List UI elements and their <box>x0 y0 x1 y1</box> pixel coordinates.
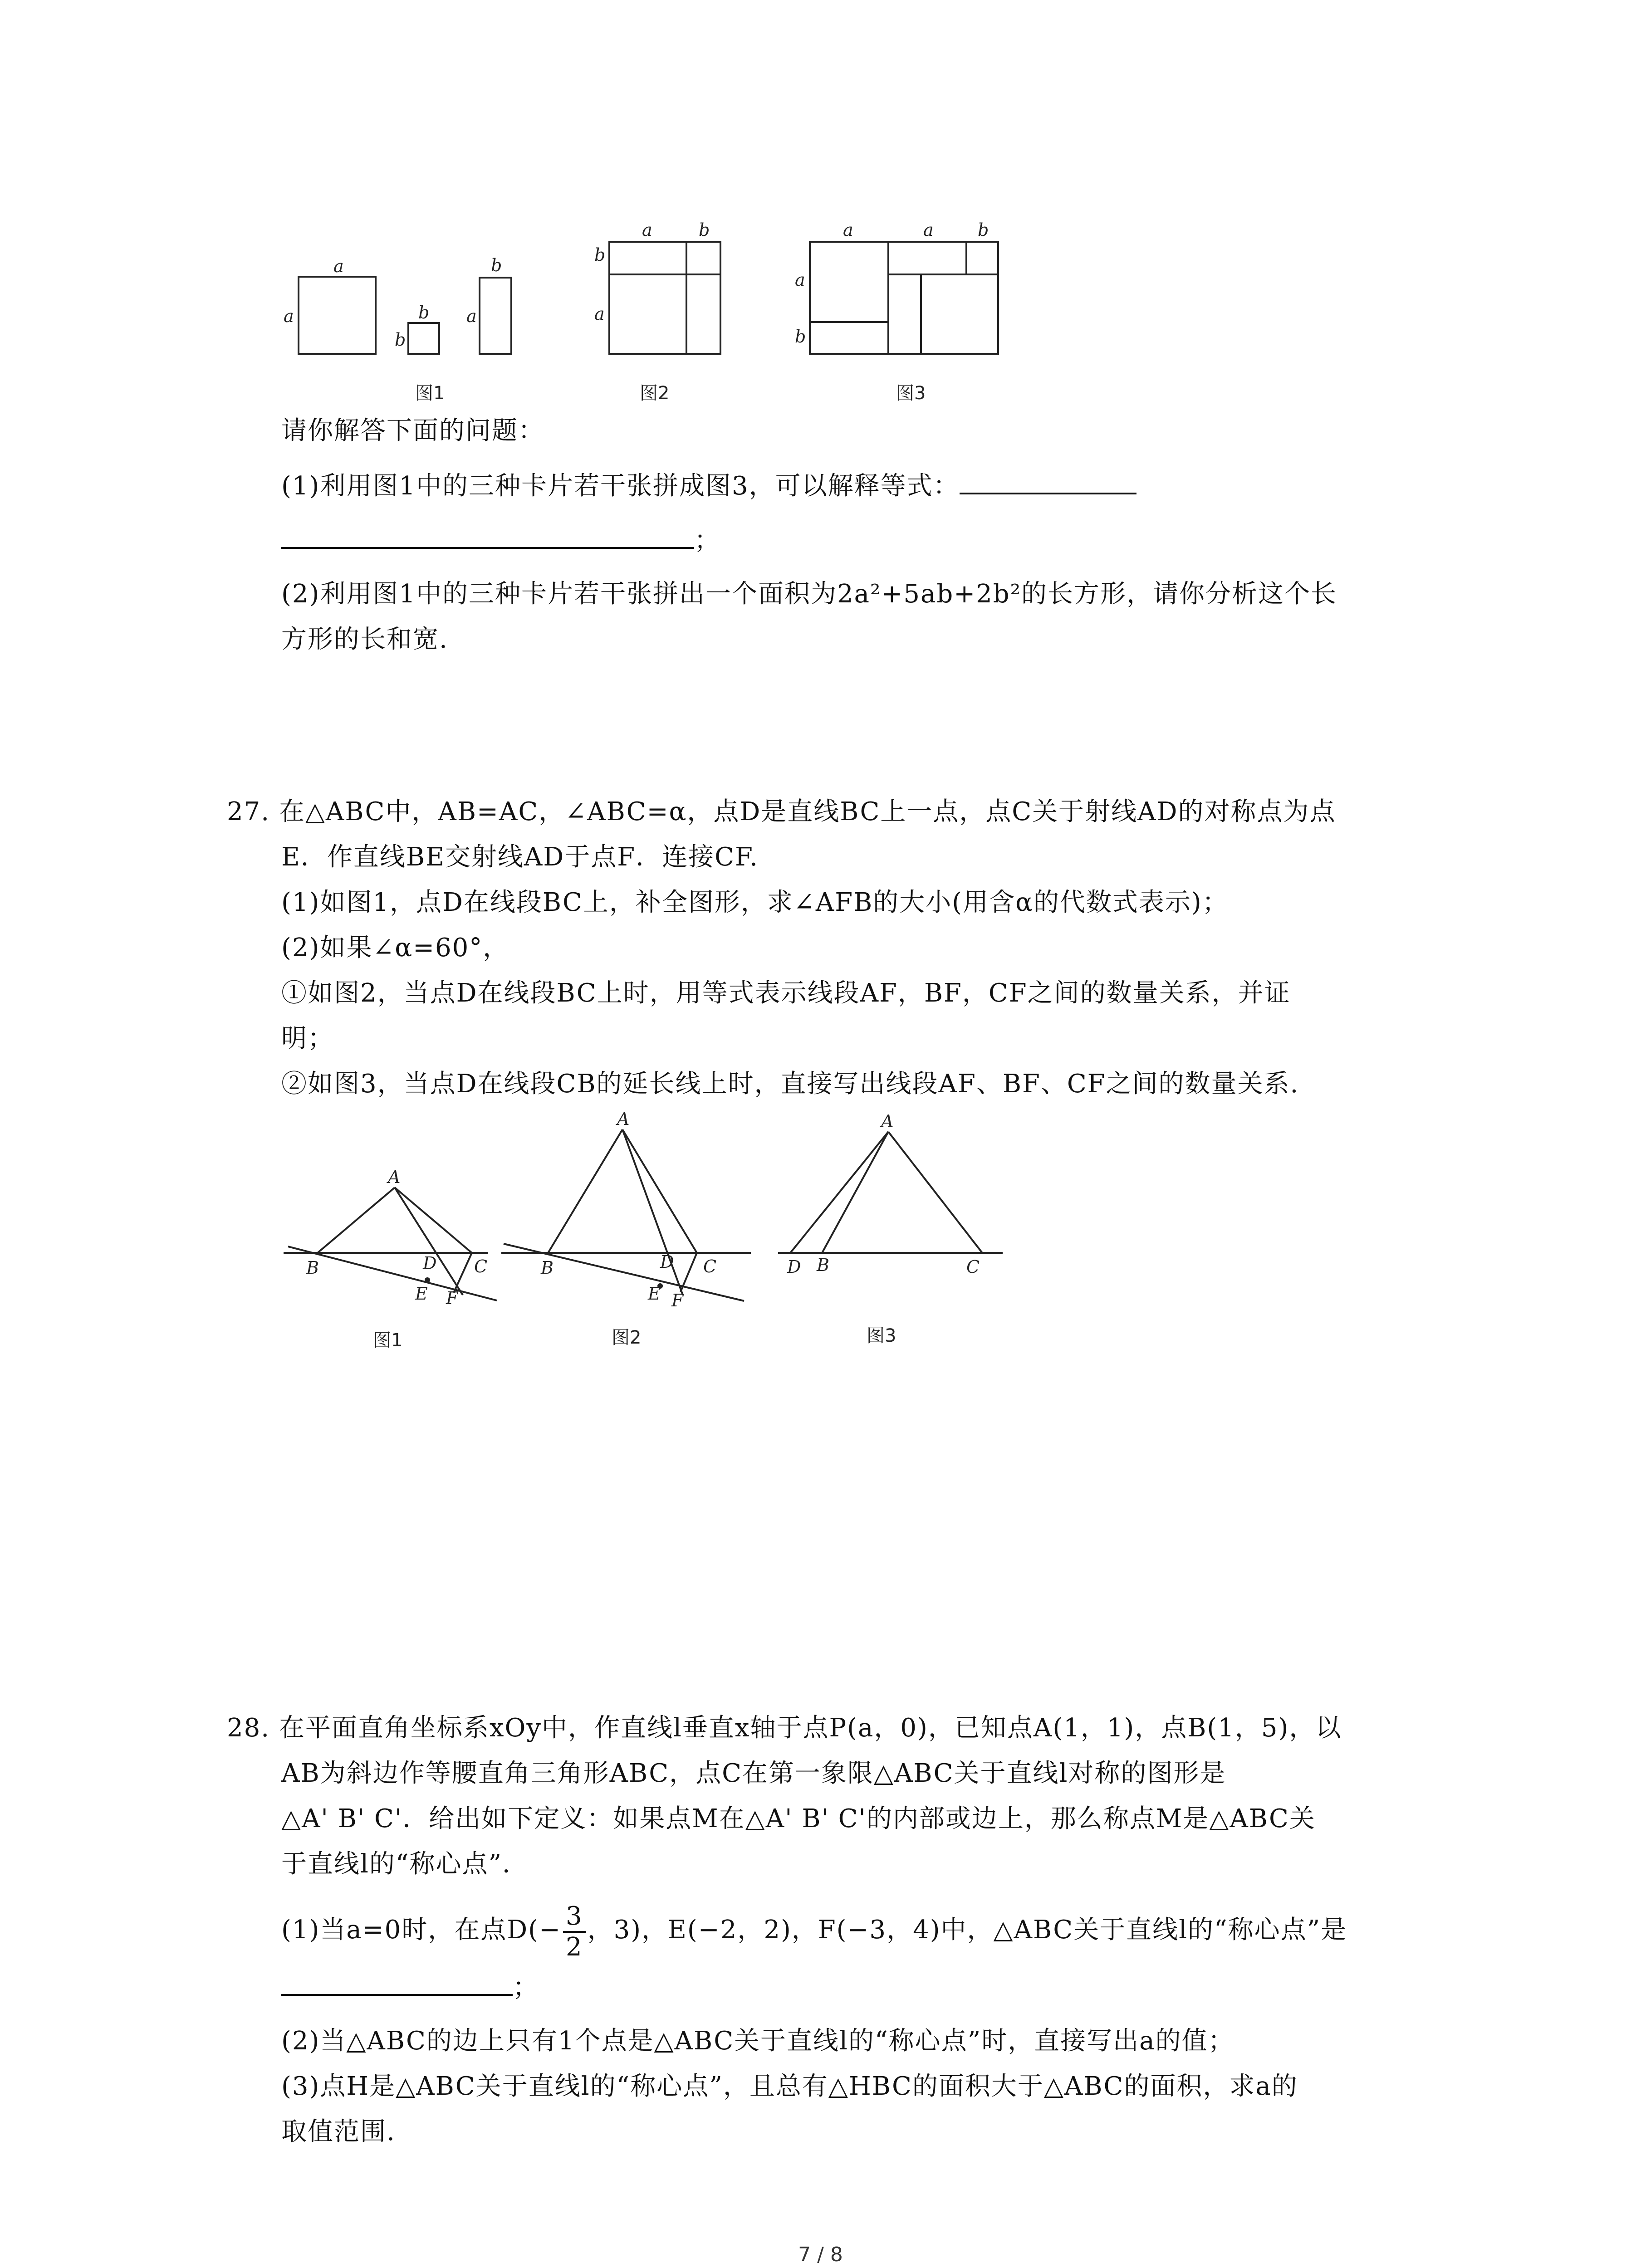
q27-fig1-label-D: D <box>423 1253 437 1273</box>
fig3-label: a <box>843 220 853 240</box>
q28-fraction <box>563 1902 586 1962</box>
q27-line5: ①如图2，当点D在线段BC上时，用等式表示线段AF，BF，CF之间的数量关系，并证 <box>281 978 1291 1008</box>
q27-fig1-label-B: B <box>306 1258 319 1278</box>
fig2-label: a <box>594 304 605 324</box>
q28-part3-line1: (3)点H是△ABC关于直线l的“称心点”，且总有△HBC的面积大于△ABC的面积，求a的 <box>281 2072 1298 2101</box>
q27-fig2-label-B: B <box>541 1258 554 1278</box>
fig3-outer <box>810 242 998 354</box>
fig1-square-b <box>408 323 439 354</box>
fig2-label: a <box>642 220 652 240</box>
fig1-caption: 图1 <box>415 383 445 404</box>
q27-fig2-label-A: A <box>617 1109 630 1129</box>
q26-figures <box>0 0 1641 422</box>
q27-fig3-label-C: C <box>966 1257 980 1277</box>
q27-figures <box>0 1107 1641 1361</box>
q27-fig1-label-C: C <box>474 1256 488 1276</box>
q28-part1-cont <box>281 1969 539 2006</box>
fig1-rect-ab <box>480 278 511 354</box>
q27-line3: (1)如图1，点D在线段BC上，补全图形，求∠AFB的大小(用含α的代数式表示)； <box>281 888 1229 917</box>
fig2-label: b <box>699 220 710 240</box>
fig3-label: b <box>978 220 989 240</box>
fig1-label: a <box>466 306 477 326</box>
q28-part3-line2: 取值范围. <box>281 2117 396 2146</box>
q27-fig2-label-F: F <box>671 1290 684 1310</box>
q28-line3: △A' B' C'．给出如下定义：如果点M在△A' B' C'的内部或边上，那么称点M是△ABC关 <box>281 1804 1316 1833</box>
q27-fig2-label-D: D <box>660 1252 674 1272</box>
fig3-label: a <box>795 270 805 290</box>
fig1-label: a <box>333 256 344 276</box>
q26-prompt: 请你解答下面的问题： <box>281 416 544 445</box>
fig2-caption: 图2 <box>640 383 670 404</box>
q27-fig1-label-E: E <box>415 1284 428 1304</box>
q27-line7: ②如图3，当点D在线段CB的延长线上时，直接写出线段AF、BF、CF之间的数量关系. <box>281 1069 1299 1099</box>
fig3-label: a <box>923 220 934 240</box>
q27-fig2-caption: 图2 <box>612 1327 642 1348</box>
q28-part1-text-b: ，3)，E(−2，2)，F(−3，4)中，△ABC关于直线l的“称心点”是 <box>587 1915 1347 1945</box>
q27-fig1-label-F: F <box>446 1288 458 1308</box>
q27-line6: 明； <box>281 1024 334 1053</box>
q26-part1-cont <box>281 522 720 559</box>
fig2-outer <box>609 242 720 354</box>
q27-line4: (2)如果∠α=60°， <box>281 933 509 963</box>
fig1-label: b <box>418 303 430 323</box>
q26-part2-line2: 方形的长和宽. <box>281 625 448 654</box>
fig3-caption: 图3 <box>896 383 926 404</box>
q28-fraction-den: 2 <box>565 1932 583 1962</box>
fig1-square-a <box>299 277 376 354</box>
fig1-label: b <box>395 330 406 350</box>
q28-part1-text-a: (1)当a=0时，在点D(− <box>281 1915 561 1945</box>
q27-fig1-caption: 图1 <box>373 1330 403 1351</box>
fig1-label: a <box>284 306 294 326</box>
q28-part2: (2)当△ABC的边上只有1个点是△ABC关于直线l的“称心点”时，直接写出a的值； <box>281 2026 1234 2056</box>
fig2-label: b <box>594 245 606 265</box>
page-number: 7 / 8 <box>798 2243 843 2266</box>
q27-fig2-label-C: C <box>703 1256 717 1276</box>
q28-part1 <box>281 1896 1347 1964</box>
q27-fig3-label-B: B <box>817 1255 829 1275</box>
q26-part1 <box>281 467 1136 504</box>
q26-part1-blank-a[interactable] <box>960 467 1136 494</box>
fig3-label: b <box>795 327 806 347</box>
q27-fig1-label-A: A <box>388 1167 401 1187</box>
q27-fig2-label-E: E <box>648 1284 661 1304</box>
q27-line1: 27. 在△ABC中，AB=AC，∠ABC=α，点D是直线BC上一点，点C关于射线AD的对称点为点 <box>227 797 1336 826</box>
q28-line2: AB为斜边作等腰直角三角形ABC，点C在第一象限△ABC关于直线l对称的图形是 <box>281 1759 1226 1788</box>
q26-part1-text: (1)利用图1中的三种卡片若干张拼成图3，可以解释等式： <box>281 471 960 501</box>
q27-fig3-label-A: A <box>881 1111 894 1131</box>
q26-part1-blank-b[interactable] <box>281 522 694 549</box>
q28-fraction-num: 3 <box>563 1902 586 1933</box>
q28-part1-blank[interactable] <box>281 1969 513 1996</box>
q26-part1-end: ； <box>694 526 720 555</box>
q28-part1-end: ； <box>513 1973 539 2002</box>
q28-line1: 28. 在平面直角坐标系xOy中，作直线l垂直x轴于点P(a，0)，已知点A(1，1)，点B(1，5)，以 <box>227 1713 1342 1743</box>
q27-line2: E．作直线BE交射线AD于点F．连接CF. <box>281 842 759 872</box>
q26-part2-line1: (2)利用图1中的三种卡片若干张拼出一个面积为2a²+5ab+2b²的长方形，请你分析这个长 <box>281 579 1337 609</box>
fig1-label: b <box>491 255 502 275</box>
q27-fig3-label-D: D <box>787 1257 801 1277</box>
q28-line4: 于直线l的“称心点”． <box>281 1849 529 1879</box>
q27-fig3-caption: 图3 <box>867 1325 896 1346</box>
